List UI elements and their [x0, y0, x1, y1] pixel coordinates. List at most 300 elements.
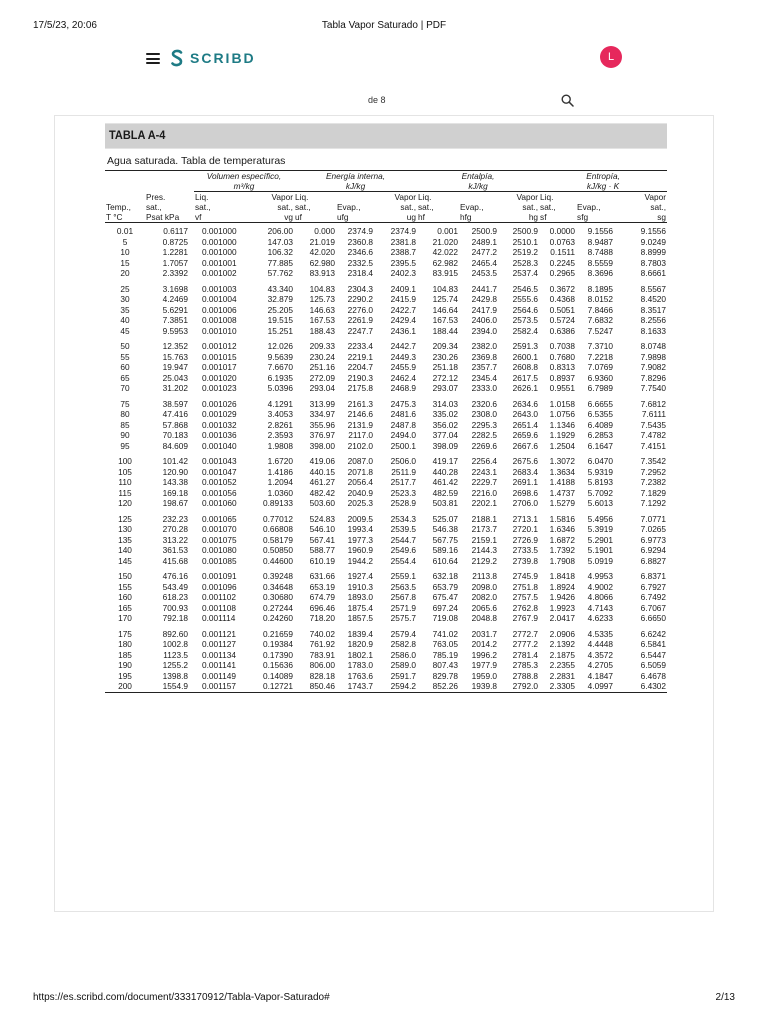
table-cell: 188.44 [432, 325, 459, 336]
table-cell: 2477.2 [471, 247, 498, 258]
table-cell: 398.09 [432, 440, 459, 451]
table-cell: 110 [118, 477, 132, 488]
table-cell: 0.001026 [202, 398, 237, 409]
table-cell: 3.4053 [267, 409, 293, 420]
table-cell: 45 [120, 325, 130, 336]
table-cell: 546.38 [432, 524, 459, 535]
table-cell: 2256.4 [471, 456, 498, 467]
table-cell: 120 [118, 498, 132, 509]
table-cell: 2269.6 [471, 440, 498, 451]
column-header: Liq. sat., uf [295, 192, 311, 222]
table-cell: 0.3672 [549, 283, 576, 294]
scribd-logo-icon [170, 48, 184, 68]
table-cell: 2233.4 [347, 341, 373, 352]
table-subtitle: Agua saturada. Tabla de temperaturas [107, 155, 286, 167]
table-row [105, 514, 667, 525]
table-cell: 2422.7 [390, 304, 417, 315]
table-row [105, 582, 667, 593]
table-cell: 150 [118, 571, 132, 582]
table-cell: 2534.3 [390, 513, 417, 524]
table-cell: 2429.4 [390, 315, 417, 326]
table-cell: 2332.5 [347, 257, 373, 268]
table-cell: 8.7803 [640, 257, 667, 268]
table-cell: 2726.9 [512, 534, 539, 545]
column-header-row [105, 192, 667, 223]
table-cell: 0.001065 [202, 513, 237, 524]
column-header: Pres. sat., Psat kPa [146, 191, 180, 222]
table-cell: 0.001002 [202, 268, 237, 279]
table-cell: 2792.0 [512, 681, 539, 692]
table-cell: 2500.9 [498, 223, 539, 237]
table-row [105, 373, 667, 384]
table-cell: 0.5051 [549, 304, 576, 315]
table-cell: 2481.6 [390, 409, 417, 420]
table-cell: 146.63 [309, 304, 335, 315]
table-cell: 0.001096 [202, 581, 237, 592]
table-cell: 807.43 [432, 660, 459, 671]
table-cell: 0.001 [417, 223, 459, 237]
table-cell: 2173.7 [471, 524, 498, 535]
user-avatar[interactable]: L [600, 46, 622, 68]
table-cell: 2528.3 [512, 257, 539, 268]
table-cell: 75 [120, 398, 130, 409]
table-cell: 2500.1 [390, 440, 417, 451]
table-cell: 0.21659 [263, 628, 293, 639]
table-cell: 105 [118, 466, 132, 477]
column-header: Vapor sat., sg [644, 192, 667, 222]
table-cell: 85 [120, 419, 130, 430]
table-cell: 2.1392 [549, 639, 576, 650]
table-cell: 4.1847 [587, 670, 614, 681]
table-cell: 2519.2 [512, 247, 539, 258]
table-cell: 7.2952 [640, 466, 667, 477]
table-cell: 2487.8 [390, 419, 417, 430]
table-cell: 62.982 [432, 257, 459, 268]
table-cell: 4.7143 [587, 602, 614, 613]
table-cell: 829.78 [432, 670, 459, 681]
table-cell: 0.001060 [202, 498, 237, 509]
table-cell: 0.8937 [549, 372, 576, 383]
table-cell: 7.4782 [640, 430, 667, 441]
table-cell: 8.8999 [640, 247, 667, 258]
table-cell: 8.1633 [640, 325, 667, 336]
table-cell: 7.9898 [640, 351, 667, 362]
table-cell: 6.5059 [640, 660, 667, 671]
table-cell: 2333.0 [471, 383, 498, 394]
table-cell: 2188.1 [471, 513, 498, 524]
table-row [105, 456, 667, 467]
table-cell: 2.0906 [549, 628, 576, 639]
table-cell: 7.6812 [640, 398, 667, 409]
rule-bottom [105, 692, 667, 694]
table-cell: 334.97 [309, 409, 335, 420]
table-cell: 1743.7 [347, 681, 373, 692]
table-cell: 15 [120, 257, 130, 268]
table-cell: 6.7492 [640, 592, 667, 603]
table-cell: 2.0417 [549, 613, 576, 624]
table-cell: 0.001023 [202, 383, 237, 394]
table-row [105, 639, 667, 650]
print-datetime: 17/5/23, 20:06 [33, 20, 97, 31]
table-cell: 5.0919 [587, 555, 614, 566]
table-cell: 2087.0 [347, 456, 373, 467]
table-cell: 2202.1 [471, 498, 498, 509]
table-cell: 314.03 [432, 398, 459, 409]
table-cell: 8.4520 [640, 294, 667, 305]
table-cell: 25 [120, 283, 130, 294]
table-cell: 0.001091 [202, 571, 237, 582]
table-cell: 270.28 [162, 524, 188, 535]
table-cell: 0.001114 [202, 613, 236, 624]
table-cell: 2014.2 [471, 639, 498, 650]
table-cell: 4.8066 [587, 592, 614, 603]
table-cell: 2082.0 [471, 592, 498, 603]
table-cell: 2146.6 [347, 409, 373, 420]
table-cell: 719.08 [432, 613, 459, 624]
table-cell: 792.18 [162, 613, 188, 624]
table-cell: 2571.9 [390, 602, 417, 613]
table-cell: 2374.9 [374, 223, 417, 237]
table-cell: 0.001010 [202, 325, 237, 336]
table-cell: 2745.9 [512, 571, 539, 582]
table-cell: 1875.4 [347, 602, 373, 613]
table-id-banner: TABLA A-4 [105, 123, 667, 148]
table-cell: 7.6832 [587, 315, 614, 326]
table-row [105, 571, 667, 582]
table-cell: 2767.9 [512, 613, 539, 624]
table-cell: 2475.3 [390, 398, 417, 409]
table-cell: 5.6013 [587, 498, 614, 509]
table-cell: 175 [118, 628, 132, 639]
table-cell: 0.2245 [549, 257, 576, 268]
table-row [105, 315, 667, 326]
table-row [105, 294, 667, 305]
table-cell: 2.3305 [549, 681, 576, 692]
table-row [105, 362, 667, 373]
table-cell: 2528.9 [390, 498, 417, 509]
table-cell: 1839.4 [347, 628, 373, 639]
column-header: Liq. sat., sf [540, 192, 556, 222]
column-header: Vapor sat., vg [271, 192, 293, 222]
table-cell: 6.4678 [640, 670, 667, 681]
table-cell: 167.53 [309, 315, 335, 326]
table-cell: 675.47 [432, 592, 459, 603]
table-cell: 2308.0 [471, 409, 498, 420]
table-cell: 2675.6 [512, 456, 539, 467]
table-cell: 0.001108 [202, 602, 236, 613]
table-cell: 2.1875 [549, 649, 576, 660]
table-cell: 7.6670 [267, 362, 293, 373]
table-cell: 0.50850 [263, 545, 293, 556]
table-cell: 2777.2 [512, 639, 539, 650]
table-cell: 4.2705 [587, 660, 614, 671]
search-icon[interactable] [561, 94, 574, 107]
hamburger-icon[interactable] [146, 53, 160, 64]
table-row [105, 399, 667, 410]
column-header: Vapor sat., ug [394, 192, 417, 222]
table-cell: 313.22 [162, 534, 188, 545]
table-cell: 8.0748 [640, 341, 667, 352]
table-cell: 588.77 [309, 545, 335, 556]
table-cell: 0.7038 [549, 341, 576, 352]
table-cell: 2.8261 [267, 419, 293, 430]
table-cell: 143.38 [162, 477, 188, 488]
table-cell: 2436.1 [390, 325, 417, 336]
table-cell: 5.6291 [162, 304, 188, 315]
table-cell: 653.79 [432, 581, 459, 592]
table-cell: 2282.5 [471, 430, 498, 441]
table-cell: 0.30680 [263, 592, 293, 603]
table-cell: 1939.8 [471, 681, 498, 692]
print-page-number: 2/13 [715, 992, 735, 1003]
table-cell: 7.1829 [640, 487, 667, 498]
table-cell: 5 [122, 236, 128, 247]
table-cell: 7.5247 [587, 325, 614, 336]
group-header-row [105, 171, 667, 192]
table-cell: 4.4448 [587, 639, 614, 650]
table-cell: 0.001000 [202, 247, 237, 258]
table-cell: 0.0763 [549, 236, 576, 247]
table-cell: 2243.1 [471, 466, 498, 477]
table-cell: 892.60 [162, 628, 188, 639]
table-cell: 419.17 [432, 456, 459, 467]
table-cell: 2567.8 [390, 592, 417, 603]
table-cell: 361.53 [162, 545, 188, 556]
table-cell: 7.8296 [640, 372, 667, 383]
table-cell: 6.1647 [587, 440, 614, 451]
table-cell: 0.0000 [539, 223, 576, 237]
table-cell: 19.947 [162, 362, 188, 373]
app-topbar [0, 40, 768, 80]
table-cell: 7.0769 [587, 362, 614, 373]
table-cell: 20 [120, 268, 130, 279]
table-cell: 10 [120, 247, 130, 258]
group-volume: Volumen específico, m³/kg [194, 171, 294, 192]
table-cell: 30 [120, 294, 130, 305]
table-cell: 2304.3 [347, 283, 373, 294]
table-cell: 2357.7 [471, 362, 498, 373]
table-cell: 6.8371 [640, 571, 667, 582]
table-cell: 524.83 [309, 513, 335, 524]
table-cell: 2098.0 [471, 581, 498, 592]
table-cell: 618.23 [162, 592, 188, 603]
table-cell: 7.1292 [640, 498, 667, 509]
table-row [105, 524, 667, 535]
table-cell: 2.2355 [549, 660, 576, 671]
group-enthalpy: Entalpía, kJ/kg [417, 171, 539, 192]
table-cell: 195 [118, 670, 132, 681]
table-cell: 0.15636 [263, 660, 293, 671]
table-cell: 42.022 [432, 247, 459, 258]
table-cell: 700.93 [162, 602, 188, 613]
table-cell: 1.5816 [549, 513, 576, 524]
table-cell: 1.5279 [549, 498, 576, 509]
table-cell: 2523.3 [390, 487, 417, 498]
table-cell: 1.4186 [267, 466, 293, 477]
table-cell: 6.9294 [640, 545, 667, 556]
table-cell: 2417.9 [471, 304, 498, 315]
table-cell: 2144.3 [471, 545, 498, 556]
table-cell: 1.6720 [267, 456, 293, 467]
table-cell: 0.44600 [263, 555, 293, 566]
table-cell: 38.597 [162, 398, 188, 409]
table-cell: 2429.8 [471, 294, 498, 305]
table-cell: 2785.3 [512, 660, 539, 671]
table-cell: 50 [120, 341, 130, 352]
table-cell: 377.04 [432, 430, 459, 441]
page-indicator: de 8 [368, 95, 386, 105]
table-cell: 42.020 [309, 247, 335, 258]
table-cell: 160 [118, 592, 132, 603]
table-cell: 25.043 [162, 372, 188, 383]
table-cell: 2382.0 [471, 341, 498, 352]
table-cell: 7.8466 [587, 304, 614, 315]
table-cell: 7.3542 [640, 456, 667, 467]
table-cell: 200 [118, 681, 132, 692]
table-cell: 476.16 [162, 571, 188, 582]
table-cell: 1893.0 [347, 592, 373, 603]
table-cell: 0.6117 [145, 223, 194, 237]
table-cell: 2388.7 [390, 247, 417, 258]
table-cell: 0.001085 [202, 555, 237, 566]
table-cell: 2117.0 [348, 430, 373, 441]
table-cell: 4.9002 [587, 581, 614, 592]
table-cell: 2510.1 [512, 236, 539, 247]
table-cell: 209.33 [309, 341, 335, 352]
table-cell: 2406.0 [471, 315, 498, 326]
table-cell: 0.4368 [549, 294, 576, 305]
table-cell: 104.83 [432, 283, 459, 294]
table-cell: 2582.4 [512, 325, 539, 336]
table-cell: 2360.8 [347, 236, 373, 247]
table-cell: 2031.7 [471, 628, 498, 639]
table-cell: 4.5335 [587, 628, 614, 639]
table-cell: 165 [118, 602, 132, 613]
table-cell: 2320.6 [471, 398, 498, 409]
table-cell: 2537.4 [512, 268, 539, 279]
table-row [105, 258, 667, 269]
table-cell: 2626.1 [512, 383, 539, 394]
table-cell: 7.3851 [162, 315, 188, 326]
table-cell: 0.001080 [202, 545, 237, 556]
column-header: Evap., sfg [577, 202, 601, 222]
table-row [105, 237, 667, 248]
table-cell: 503.81 [432, 498, 459, 509]
column-header: Liq. sat., hf [418, 192, 434, 222]
table-cell: 1783.0 [347, 660, 373, 671]
table-cell: 653.19 [309, 581, 335, 592]
table-row [105, 545, 667, 556]
scribd-logo[interactable] [170, 48, 256, 68]
table-cell: 2683.4 [512, 466, 539, 477]
table-cell: 2575.7 [390, 613, 417, 624]
table-cell: 546.10 [309, 524, 335, 535]
table-cell: 0.001052 [202, 477, 237, 488]
table-cell: 2582.8 [390, 639, 417, 650]
table-cell: 2573.5 [512, 315, 539, 326]
table-cell: 0.1511 [550, 247, 576, 258]
table-cell: 251.18 [432, 362, 459, 373]
table-cell: 1.7392 [549, 545, 576, 556]
table-cell: 2369.8 [471, 351, 498, 362]
table-cell: 2489.1 [471, 236, 498, 247]
table-cell: 106.32 [267, 247, 293, 258]
column-header: Temp., T °C [106, 201, 131, 222]
table-cell: 376.97 [309, 430, 335, 441]
table-cell: 125 [118, 513, 132, 524]
table-cell: 1398.8 [162, 670, 188, 681]
table-cell: 12.026 [267, 341, 293, 352]
table-cell: 0.001003 [202, 283, 237, 294]
table-row [105, 409, 667, 420]
table-cell: 1.6872 [549, 534, 576, 545]
table-cell: 4.6233 [587, 613, 614, 624]
table-cell: 2113.8 [472, 571, 498, 582]
table-cell: 115 [118, 487, 132, 498]
table-cell: 2617.5 [512, 372, 539, 383]
table-cell: 6.4089 [587, 419, 614, 430]
steam-table-sheet [105, 124, 667, 694]
table-cell: 482.59 [432, 487, 459, 498]
table-cell: 0.001157 [202, 681, 236, 692]
table-cell: 0.001121 [202, 628, 236, 639]
table-cell: 0.001017 [202, 362, 237, 373]
table-cell: 1.1346 [549, 419, 576, 430]
table-cell: 6.0470 [587, 456, 614, 467]
table-cell: 1.9808 [267, 440, 293, 451]
table-cell: 1.9426 [549, 592, 576, 603]
table-cell: 697.24 [432, 602, 459, 613]
table-row [105, 477, 667, 488]
table-cell: 761.92 [309, 639, 335, 650]
table-cell: 2465.4 [471, 257, 498, 268]
table-row [105, 613, 667, 624]
document-page[interactable] [55, 116, 713, 911]
table-cell: 850.46 [309, 681, 335, 692]
table-cell: 2591.7 [390, 670, 417, 681]
table-cell: 2594.2 [390, 681, 417, 692]
table-cell: 145 [118, 555, 132, 566]
table-cell: 155 [118, 581, 132, 592]
table-cell: 355.96 [309, 419, 335, 430]
table-cell: 440.28 [432, 466, 459, 477]
table-cell: 1.7908 [549, 555, 576, 566]
table-cell: 230.24 [309, 351, 335, 362]
table-cell: 6.7927 [640, 581, 667, 592]
table-cell: 1944.2 [347, 555, 373, 566]
table-cell: 6.9773 [640, 534, 667, 545]
table-cell: 7.5435 [640, 419, 667, 430]
table-cell: 2.3593 [267, 430, 293, 441]
column-header: Vapor sat., hg [516, 192, 539, 222]
table-cell: 0.58179 [263, 534, 293, 545]
table-cell: 567.41 [309, 534, 335, 545]
table-cell: 0.24260 [263, 613, 293, 624]
table-cell: 5.7092 [587, 487, 614, 498]
table-cell: 95 [120, 440, 130, 451]
print-page-title: Tabla Vapor Saturado | PDF [321, 20, 447, 31]
table-cell: 1959.0 [471, 670, 498, 681]
table-row [105, 441, 667, 452]
table-cell: 1.0756 [549, 409, 576, 420]
table-row [105, 268, 667, 279]
group-internal-energy: Energía interna, kJ/kg [294, 171, 417, 192]
table-cell: 0.17390 [263, 649, 293, 660]
table-row [105, 629, 667, 640]
table-cell: 1.8418 [549, 571, 576, 582]
table-cell: 6.2853 [587, 430, 614, 441]
table-cell: 2056.4 [347, 477, 373, 488]
